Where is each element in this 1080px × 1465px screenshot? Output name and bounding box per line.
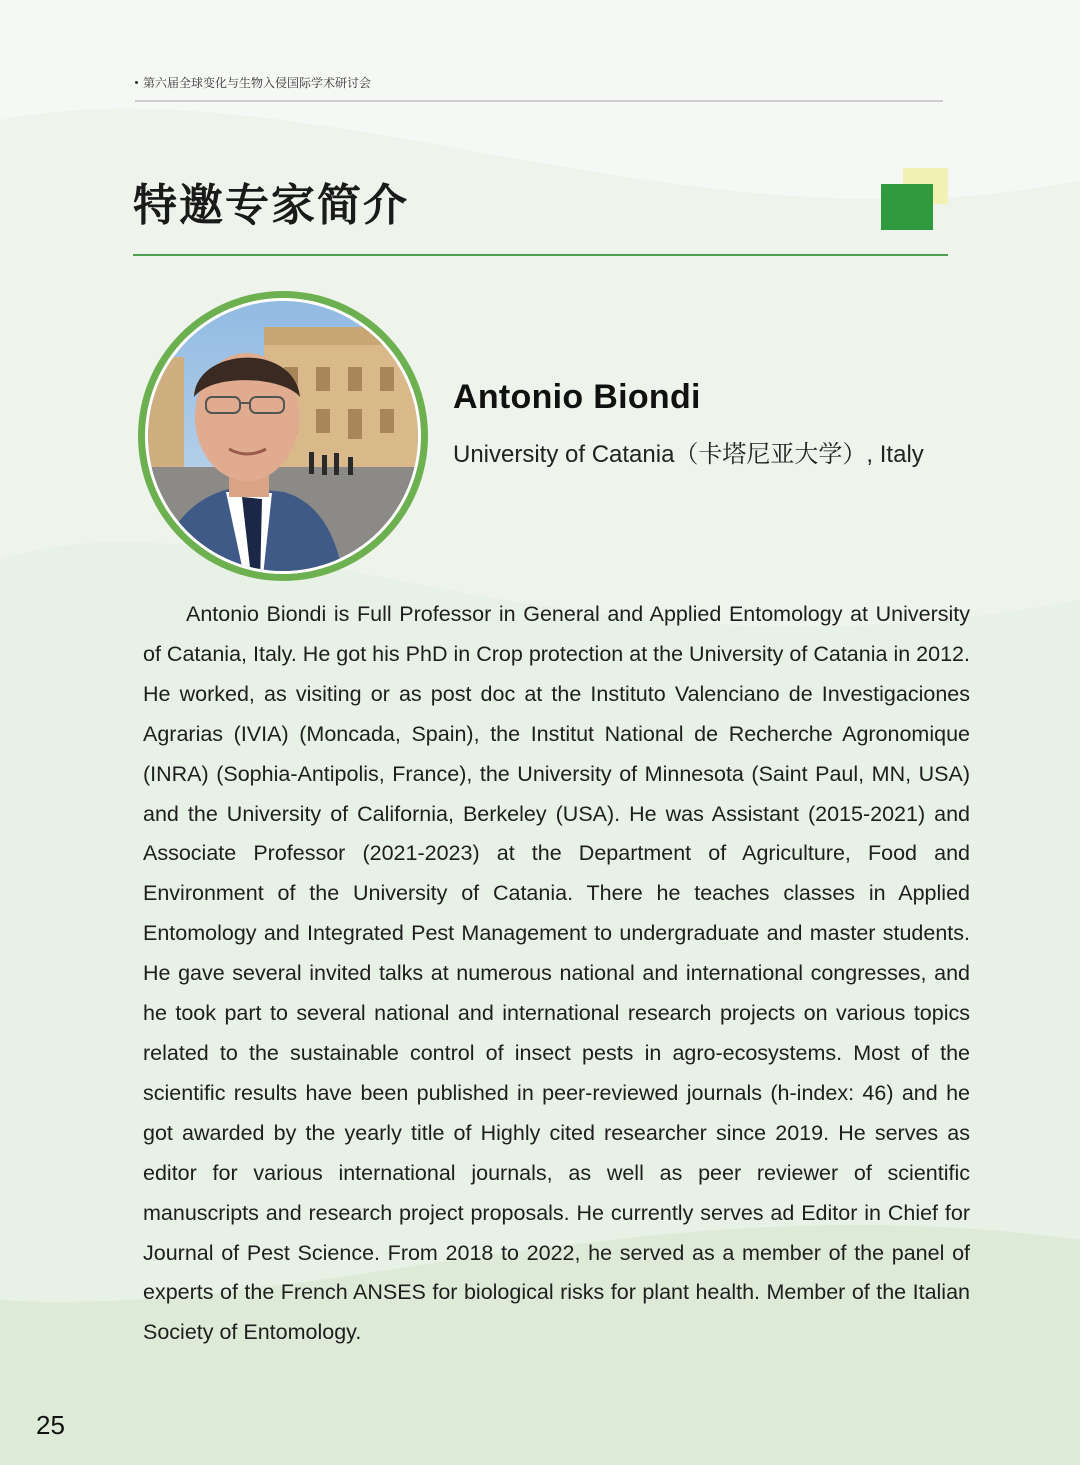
page-number: 25	[36, 1410, 65, 1440]
decorative-square-green	[881, 184, 933, 230]
section-title: 特邀专家简介	[133, 180, 409, 231]
bullet-dot	[135, 81, 138, 84]
expert-biography: Antonio Biondi is Full Professor in General and Applied Entomology at University of Catania, Italy. He got his PhD in Crop protection at the University of Catania in 2012. He worked, as visiting or as post doc at the Instituto Valenciano de Investigaciones Agrarias (IVIA) (Moncada, Spain), the Institut National de Recherche Agronomique (INRA) (Sophia-Antipolis, France), the University of Minnesota (Saint Paul, MN, USA) and the University of California, Berkeley (USA). He was Assistant (2015-2021) and Associate Professor (2021-2023) at the Department of Agriculture, Food and Environment of the University of Catania. There he teaches classes in Applied Entomology and Integrated Pest Management to undergraduate and master students. He gave several invited talks at numerous national and international congresses, and he took part to several national and international research projects on various topics related to the sustainable control of insect pests in agro-ecosystems. Most of the scientific results have been published in peer-reviewed journals (h-index: 46) and he got awarded by the yearly title of Highly cited researcher since 2019. He serves as editor for various international journals, as well as peer reviewer of scientific manuscripts and research project proposals. He currently serves ad Editor in Chief for Journal of Pest Science. From 2018 to 2022, he served as a member of the panel of experts of the French ANSES for biological risks for plant health. Member of the Italian Society of Entomology.	[143, 602, 970, 1345]
expert-portrait	[134, 287, 432, 585]
conference-name-text: 第六届全球变化与生物入侵国际学术研讨会	[143, 76, 372, 90]
conference-name	[135, 74, 371, 91]
title-divider	[133, 254, 948, 256]
header-divider	[135, 100, 943, 102]
expert-name: Antonio Biondi	[453, 378, 701, 416]
expert-affiliation: University of Catania（卡塔尼亚大学）, Italy	[453, 441, 924, 468]
